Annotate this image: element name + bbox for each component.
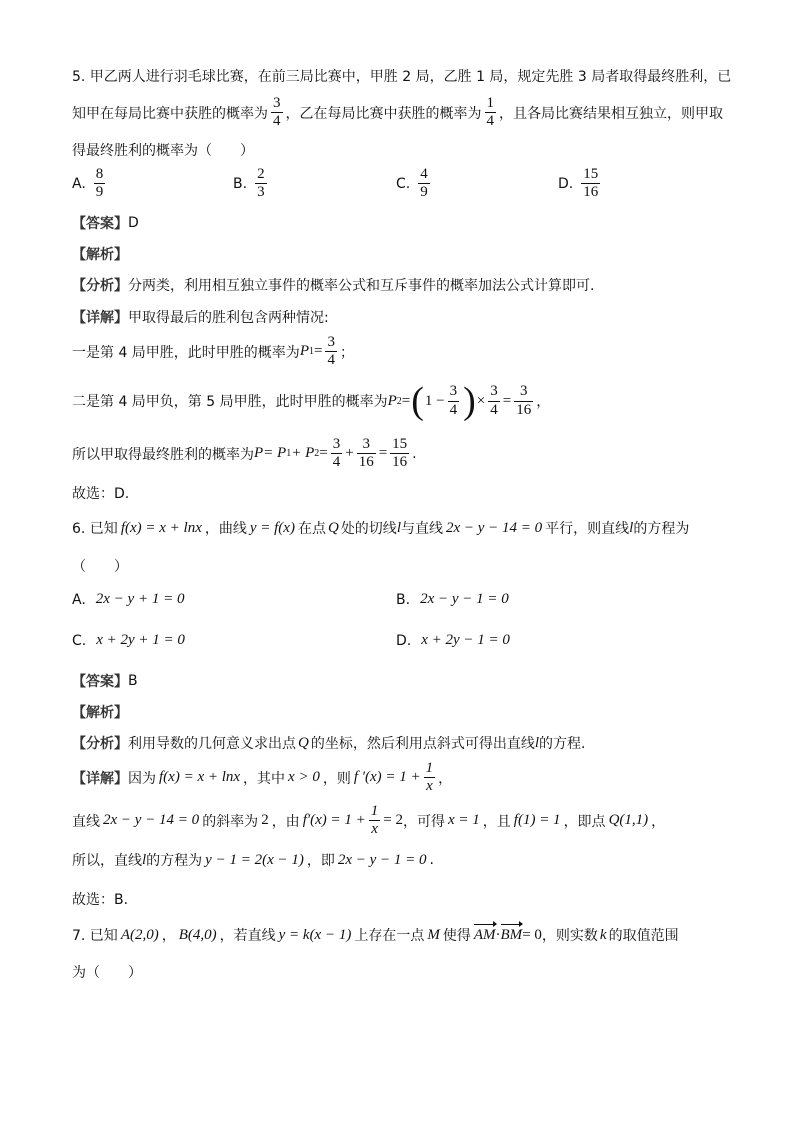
answer-tag: 【答案】 (72, 674, 128, 690)
punct: . (429, 852, 434, 868)
punct: ； (339, 344, 354, 361)
math: 1 (308, 346, 314, 358)
analysis-tag: 【解析】 (72, 705, 128, 721)
option-label: B. (233, 175, 248, 192)
vector-am: AM (473, 926, 496, 943)
q6-choose (72, 889, 128, 909)
punct: ， (536, 394, 551, 410)
xiangjie-text: 甲取得最后的胜利包含两种情况: (128, 310, 329, 326)
case1-text: 一是第 4 局甲胜，此时甲胜的概率为 (72, 344, 300, 361)
analysis-tag: 【解析】 (72, 247, 128, 263)
q6-xiangjie (72, 760, 452, 796)
q5-stem-1: 5. 甲乙两人进行羽毛球比赛，在前三局比赛中，甲胜 2 局，乙胜 1 局，规定先胜 3 局者取得最终胜利，已 (72, 69, 732, 85)
fenxi-tag: 【分析】 (72, 736, 128, 752)
math: f ′(x) = 1 + (353, 769, 421, 786)
math: = P (263, 445, 287, 462)
math: P (299, 343, 309, 360)
math: l (534, 734, 540, 751)
math: 2 (314, 448, 320, 460)
xiangjie-text: ，则 (322, 770, 351, 787)
q6-stem: 与直线 (400, 521, 443, 537)
choose-text: 故选：D. (72, 486, 130, 502)
punct: ， (651, 813, 666, 830)
math: Q(1,1) (608, 812, 649, 829)
math: 1 − (424, 392, 445, 409)
math: M (427, 926, 440, 943)
q6-line2 (72, 556, 128, 576)
case2-text: 二是第 4 局甲负，第 5 局甲胜，此时甲胜的概率为 (72, 394, 388, 410)
math: x = 1 (448, 812, 480, 829)
q6-option-d (396, 632, 510, 649)
fraction: $\frac{4}{9}$ (420, 166, 428, 201)
xiangjie-text: ，且 (482, 813, 511, 830)
math: 2x − y − 14 = 0 (445, 519, 543, 536)
q7-line2 (72, 962, 142, 982)
q5-option-a (72, 166, 108, 202)
q7-stem: ，若直线 (219, 928, 276, 944)
math: 2 (396, 395, 402, 407)
math: × (476, 392, 486, 409)
q6-option-c (72, 632, 185, 649)
math: 2x − y − 14 = 0 (103, 812, 200, 829)
math: x + 2y − 1 = 0 (421, 632, 510, 648)
q5-option-d (558, 166, 603, 202)
q6-line-2 (72, 803, 665, 839)
vector-bm: BM (500, 926, 523, 943)
xiangjie-tag: 【详解】 (72, 310, 128, 326)
xiangjie-tag: 【详解】 (72, 770, 128, 787)
fenxi-text: 分两类，利用相互独立事件的概率公式和互斥事件的概率加法公式计算即可. (128, 278, 595, 294)
q5-case2 (72, 382, 550, 420)
fraction: $\frac{8}{9}$ (95, 166, 104, 201)
fenxi-text: 利用导数的几何意义求出点 (128, 736, 296, 752)
math: 2x − y + 1 = 0 (95, 591, 185, 607)
math: f(1) = 1 (513, 812, 561, 829)
q6-option-a (72, 591, 184, 608)
fraction: $\frac{3}{4}$ (327, 334, 335, 369)
q5-option-b (233, 166, 270, 202)
answer-tag: 【答案】 (72, 216, 128, 232)
q6-stem: 在点 (297, 521, 326, 537)
q6-line-3 (72, 850, 434, 870)
q6-line1 (72, 518, 689, 538)
q5-line2 (72, 95, 723, 131)
q7-stem: ，则实数 (541, 928, 598, 944)
math: x + 2y + 1 = 0 (96, 632, 185, 648)
xiangjie-text: ，即 (306, 853, 335, 869)
q5-option-c (396, 166, 433, 202)
fraction: $\frac{1}{4}$ (486, 95, 494, 130)
option-label: B. (396, 591, 411, 608)
q5-xiangjie (72, 307, 329, 327)
q7-stem: 7. 已知 (72, 928, 118, 944)
q7-stem: 上存在一点 (354, 928, 425, 944)
math: = (401, 392, 411, 409)
q5-line3 (72, 140, 254, 160)
math: Q (298, 734, 309, 751)
option-label: C. (396, 175, 411, 192)
math: = (502, 392, 512, 409)
q7-stem: ， (161, 928, 176, 944)
math: = 0 (522, 926, 542, 943)
fenxi-text: 的方程. (539, 736, 586, 752)
xiangjie-text: 因为 (128, 770, 156, 787)
q5-total (72, 436, 417, 472)
math: = (378, 445, 388, 462)
fraction: $\frac{2}{3}$ (257, 166, 265, 201)
choose-text: 故选：B. (72, 892, 129, 908)
q5-stem-2c: ，且各局比赛结果相互独立，则甲取 (499, 105, 723, 122)
q5-stem-2a: 知甲在每局比赛中获胜的概率为 (72, 105, 268, 122)
option-label: A. (72, 591, 86, 608)
fenxi-tag: 【分析】 (72, 278, 128, 294)
paren-right: ) (463, 380, 476, 422)
math: P (254, 445, 264, 462)
punct: ， (438, 770, 453, 787)
fraction: $\frac{15}{16}$ (583, 166, 599, 201)
math: = (319, 445, 328, 462)
math: 1 (286, 448, 292, 460)
q6-analysis (72, 702, 128, 722)
xiangjie-text: ，即点 (563, 813, 606, 830)
xiangjie-text: 所以，直线 (72, 853, 142, 869)
xiangjie-text: 的斜率为 (202, 813, 259, 830)
fenxi-text: 的坐标，然后利用点斜式可得出直线 (310, 736, 535, 752)
fraction: $\frac{1}{x}$ (370, 803, 379, 838)
math: k (599, 926, 607, 943)
q7-stem: 使得 (442, 928, 471, 944)
xiangjie-text: ，可得 (403, 813, 445, 830)
fraction: $\frac{3}{4}$ (273, 95, 281, 130)
math: P (387, 392, 397, 409)
xiangjie-text: ，其中 (243, 770, 286, 787)
q6-answer (72, 671, 138, 691)
q5-fenxi (72, 275, 594, 295)
math: 2 (261, 812, 269, 829)
q6-stem: 的方程为 (633, 521, 690, 537)
fraction: $\frac{1}{x}$ (425, 760, 434, 795)
math: l (629, 519, 634, 536)
math: = (313, 343, 323, 360)
fraction: $\frac{3}{4}$ (449, 383, 458, 418)
q7-stem: 为（ ） (72, 965, 142, 981)
q5-stem-2b: ，乙在每局比赛中获胜的概率为 (285, 105, 482, 122)
q6-stem: ，曲线 (204, 521, 247, 537)
math: y − 1 = 2(x − 1) (205, 851, 304, 868)
q6-fenxi (72, 733, 585, 753)
paren-left: ( (411, 380, 424, 422)
math: f(x) = x + lnx (159, 769, 241, 786)
fraction: $\frac{3}{4}$ (490, 383, 498, 418)
math: l (142, 851, 147, 868)
q6-option-b (396, 591, 509, 608)
math: l (396, 519, 401, 536)
math: 2x − y − 1 = 0 (420, 591, 509, 607)
option-label: C. (72, 632, 87, 649)
math: + (345, 445, 354, 462)
math: A(2,0) (120, 926, 159, 943)
q5-case1 (72, 334, 354, 370)
punct: . (412, 445, 417, 462)
math: f′(x) = 1 + (302, 812, 366, 829)
q7-stem: 的取值范围 (608, 928, 679, 944)
q5-choose (72, 483, 129, 503)
math: y = f(x) (249, 519, 295, 536)
q5-stem-3: 得最终胜利的概率为（ ） (72, 143, 254, 159)
xiangjie-text: 的方程为 (146, 853, 203, 869)
math: y = k(x − 1) (278, 926, 352, 943)
math: 2x − y − 1 = 0 (337, 851, 427, 868)
option-label: A. (72, 175, 86, 192)
q6-stem: （ ） (72, 559, 128, 575)
math: f(x) = x + lnx (120, 519, 202, 536)
fraction: $\frac{3}{4}$ (332, 436, 341, 471)
total-text: 所以甲取得最终胜利的概率为 (72, 446, 254, 463)
q5-analysis (72, 244, 128, 264)
q6-stem: 处的切线 (340, 521, 397, 537)
q6-stem: 6. 已知 (72, 521, 118, 537)
q5-answer (72, 213, 139, 233)
math: B(4,0) (178, 926, 217, 943)
math: Q (327, 519, 339, 536)
q6-stem: 平行，则直线 (545, 521, 630, 537)
option-label: D. (396, 632, 412, 649)
answer-value: D (128, 215, 139, 231)
q7-line1 (72, 925, 679, 945)
answer-value: B (128, 673, 138, 689)
math: + P (291, 445, 315, 462)
math: = 2 (383, 812, 403, 829)
xiangjie-text: 直线 (72, 813, 100, 830)
option-label: D. (558, 175, 574, 192)
math: · (495, 926, 501, 943)
q5-line1 (72, 66, 731, 86)
fraction: $\frac{3}{16}$ (516, 383, 532, 418)
xiangjie-text: ，由 (271, 813, 300, 830)
fraction: $\frac{3}{16}$ (358, 436, 374, 471)
math: x > 0 (288, 769, 320, 786)
fraction: $\frac{15}{16}$ (392, 436, 408, 471)
